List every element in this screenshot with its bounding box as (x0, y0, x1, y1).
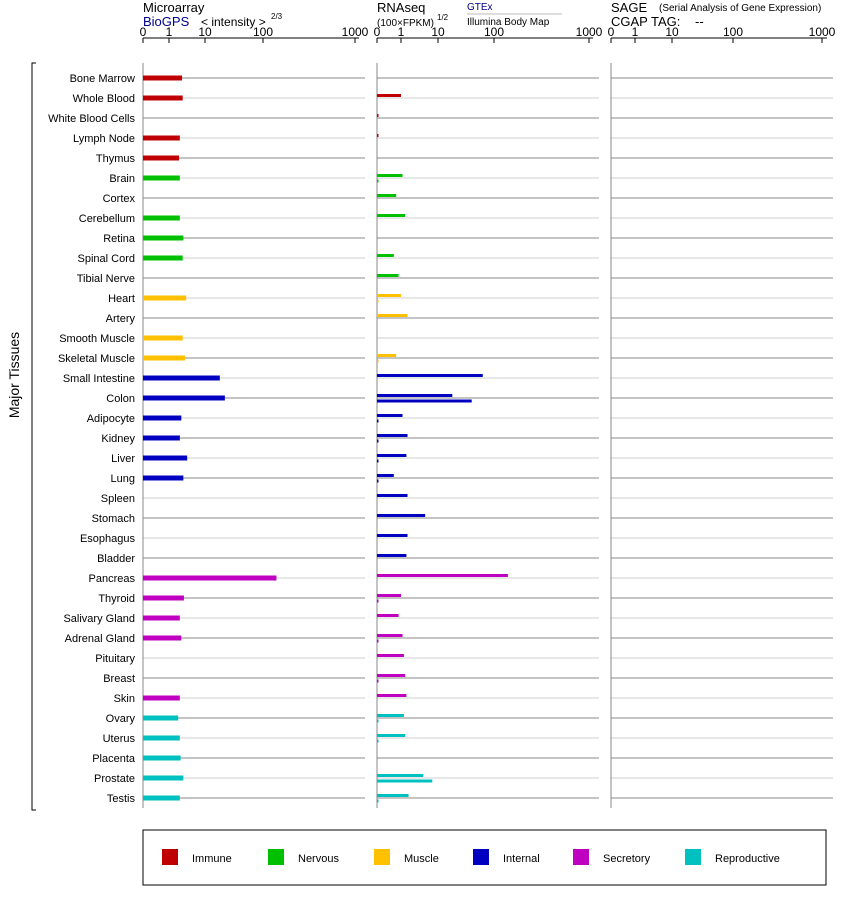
tissue-label: Pituitary (95, 653, 135, 665)
illumina-bar (377, 600, 379, 603)
tissue-label: Liver (111, 453, 135, 465)
gtex-bar (377, 594, 401, 597)
tissue-label: Placenta (92, 753, 135, 765)
illumina-bar (377, 740, 379, 743)
gtex-bar (377, 654, 404, 657)
rnaseq-header (377, 0, 562, 29)
gtex-bar (377, 574, 508, 577)
microarray-bar (143, 96, 183, 101)
gtex-bar (377, 294, 401, 297)
microarray-tick-label: 0 (139, 25, 147, 39)
microarray-bar (143, 416, 181, 421)
tissue-label: Tibial Nerve (76, 273, 135, 285)
tissue-label: Spleen (100, 493, 135, 505)
microarray-bar (143, 376, 220, 381)
microarray-bar (143, 356, 185, 361)
legend-swatch-nervous (268, 849, 284, 865)
gtex-bar (377, 254, 394, 257)
tissue-label: Colon (106, 393, 135, 405)
gtex-bar (377, 274, 399, 277)
gtex-bar (377, 714, 404, 717)
microarray-bar (143, 156, 179, 161)
tissue-label: Brain (109, 173, 135, 185)
tissue-label: Thymus (95, 153, 135, 165)
tissue-label: Bladder (97, 553, 135, 565)
rnaseq-tick-label: 10 (431, 25, 445, 39)
microarray-bar (143, 256, 183, 261)
tissue-label: Small Intestine (62, 373, 135, 385)
gtex-bar (377, 454, 406, 457)
gtex-bar (377, 414, 403, 417)
microarray-bar (143, 336, 183, 341)
tissue-label: Skeletal Muscle (57, 353, 135, 365)
microarray-bar (143, 776, 183, 781)
microarray-bar (143, 476, 183, 481)
microarray-bar (143, 456, 187, 461)
illumina-bar (377, 300, 379, 303)
tissue-labels (48, 73, 136, 805)
legend-swatch-immune (162, 849, 178, 865)
tissue-label: Ovary (105, 713, 135, 725)
gtex-bar (377, 534, 408, 537)
gtex-bar (377, 794, 409, 797)
intensity-label: < intensity > (201, 15, 266, 29)
gtex-bar (377, 694, 406, 697)
gtex-bar (377, 474, 394, 477)
biogps-link[interactable]: BioGPS (143, 14, 190, 29)
tissue-label: Adipocyte (86, 413, 135, 425)
microarray-bar (143, 436, 180, 441)
microarray-bar (143, 636, 181, 641)
sage-title: SAGE (611, 0, 648, 15)
legend-swatch-reproductive (685, 849, 701, 865)
rnaseq-title: RNAseq (377, 0, 426, 15)
sage-tick-label: 1000 (808, 25, 836, 39)
tissue-label: Cerebellum (78, 213, 135, 225)
microarray-bar (143, 576, 276, 581)
tissue-label: Prostate (94, 773, 135, 785)
microarray-bar (143, 696, 180, 701)
gtex-bar (377, 554, 406, 557)
gtex-bar (377, 114, 379, 117)
fpkm-exponent: 1/2 (437, 13, 449, 22)
tissue-label: Smooth Muscle (59, 333, 135, 345)
cgap-tag-label: CGAP TAG: (611, 14, 681, 29)
tissue-label: Bone Marrow (69, 73, 135, 85)
tissue-label: Thyroid (98, 593, 135, 605)
sage-tick-label: 10 (665, 25, 679, 39)
gtex-bar (377, 194, 396, 197)
gtex-bar (377, 134, 379, 137)
tissue-label: Stomach (91, 513, 135, 525)
tissue-label: Spinal Cord (77, 253, 135, 265)
grid-layer (143, 78, 833, 798)
intensity-exponent: 2/3 (271, 12, 283, 21)
legend-swatch-muscle (374, 849, 390, 865)
microarray-bar (143, 216, 180, 221)
bars-layer (143, 76, 508, 803)
tissue-label: Skin (113, 693, 135, 705)
tissue-label: Heart (108, 293, 135, 305)
illumina-bar (377, 400, 472, 403)
illumina-bar (377, 480, 379, 483)
tissue-label: Breast (103, 673, 135, 685)
tissue-label: Salivary Gland (63, 613, 135, 625)
microarray-tick-label: 1000 (341, 25, 369, 39)
sage-tick-label: 1 (631, 25, 639, 39)
gtex-bar (377, 374, 483, 377)
gtex-bar (377, 214, 405, 217)
microarray-bar (143, 396, 225, 401)
fpkm-label: (100×FPKM) (377, 18, 434, 29)
microarray-bar (143, 796, 180, 801)
microarray-bar (143, 76, 182, 81)
tissue-label: Whole Blood (72, 93, 135, 105)
rnaseq-tick-label: 1 (397, 25, 405, 39)
gtex-bar (377, 514, 425, 517)
axes-layer (140, 25, 836, 808)
legend-label-reproductive: Reproductive (715, 853, 780, 865)
gtex-bar (377, 634, 403, 637)
gtex-label[interactable]: GTEx (467, 2, 493, 13)
illumina-bar (377, 440, 379, 443)
rnaseq-tick-label: 0 (373, 25, 381, 39)
microarray-bar (143, 616, 180, 621)
microarray-tick-label: 100 (252, 25, 274, 39)
illumina-bar (377, 720, 379, 723)
gtex-bar (377, 614, 399, 617)
tissue-label: Uterus (102, 733, 135, 745)
sage-tick-label: 0 (607, 25, 615, 39)
y-axis-bracket (32, 63, 36, 810)
gtex-bar (377, 394, 452, 397)
microarray-tick-label: 10 (198, 25, 212, 39)
legend-swatch-internal (473, 849, 489, 865)
tissue-label: Lung (110, 473, 135, 485)
sage-tick-label: 100 (722, 25, 744, 39)
illumina-bar (377, 640, 379, 643)
legend-label-nervous: Nervous (298, 853, 339, 865)
illumina-bar (377, 360, 379, 363)
tissue-label: White Blood Cells (48, 113, 135, 125)
illumina-bar (377, 800, 379, 803)
rnaseq-tick-label: 1000 (575, 25, 603, 39)
rnaseq-tick-label: 100 (483, 25, 505, 39)
microarray-bar (143, 236, 183, 241)
illumina-bar (377, 680, 379, 683)
legend-label-immune: Immune (192, 853, 232, 865)
gtex-bar (377, 674, 405, 677)
gtex-bar (377, 354, 396, 357)
legend-label-muscle: Muscle (404, 853, 439, 865)
gtex-bar (377, 774, 423, 777)
tissue-label: Kidney (101, 433, 135, 445)
microarray-bar (143, 176, 180, 181)
microarray-tick-label: 1 (165, 25, 173, 39)
tissue-label: Testis (106, 793, 135, 805)
tissue-label: Pancreas (88, 573, 135, 585)
microarray-bar (143, 296, 186, 301)
microarray-bar (143, 716, 178, 721)
gtex-bar (377, 734, 405, 737)
microarray-bar (143, 596, 184, 601)
tissue-label: Esophagus (79, 533, 135, 545)
microarray-bar (143, 756, 181, 761)
microarray-title: Microarray (143, 0, 205, 15)
illumina-bar (377, 180, 379, 183)
gtex-bar (377, 174, 403, 177)
tissue-label: Retina (103, 233, 135, 245)
microarray-bar (143, 736, 180, 741)
legend-swatch-secretory (573, 849, 589, 865)
legend-label-internal: Internal (503, 853, 540, 865)
illumina-bar (377, 420, 379, 423)
tissue-label: Adrenal Gland (64, 633, 135, 645)
gtex-bar (377, 494, 408, 497)
microarray-bar (143, 136, 180, 141)
gtex-bar (377, 94, 401, 97)
illumina-label: Illumina Body Map (467, 17, 550, 28)
sage-subtitle: (Serial Analysis of Gene Expression) (659, 3, 822, 14)
illumina-bar (377, 460, 379, 463)
gtex-bar (377, 434, 408, 437)
y-axis-title: Major Tissues (6, 331, 22, 419)
tissue-label: Lymph Node (73, 133, 135, 145)
cgap-tag-value: -- (695, 14, 704, 29)
illumina-bar (377, 780, 432, 783)
gtex-bar (377, 314, 408, 317)
tissue-label: Cortex (102, 193, 135, 205)
tissue-label: Artery (105, 313, 135, 325)
legend-label-secretory: Secretory (603, 853, 651, 865)
sage-header (611, 0, 821, 29)
